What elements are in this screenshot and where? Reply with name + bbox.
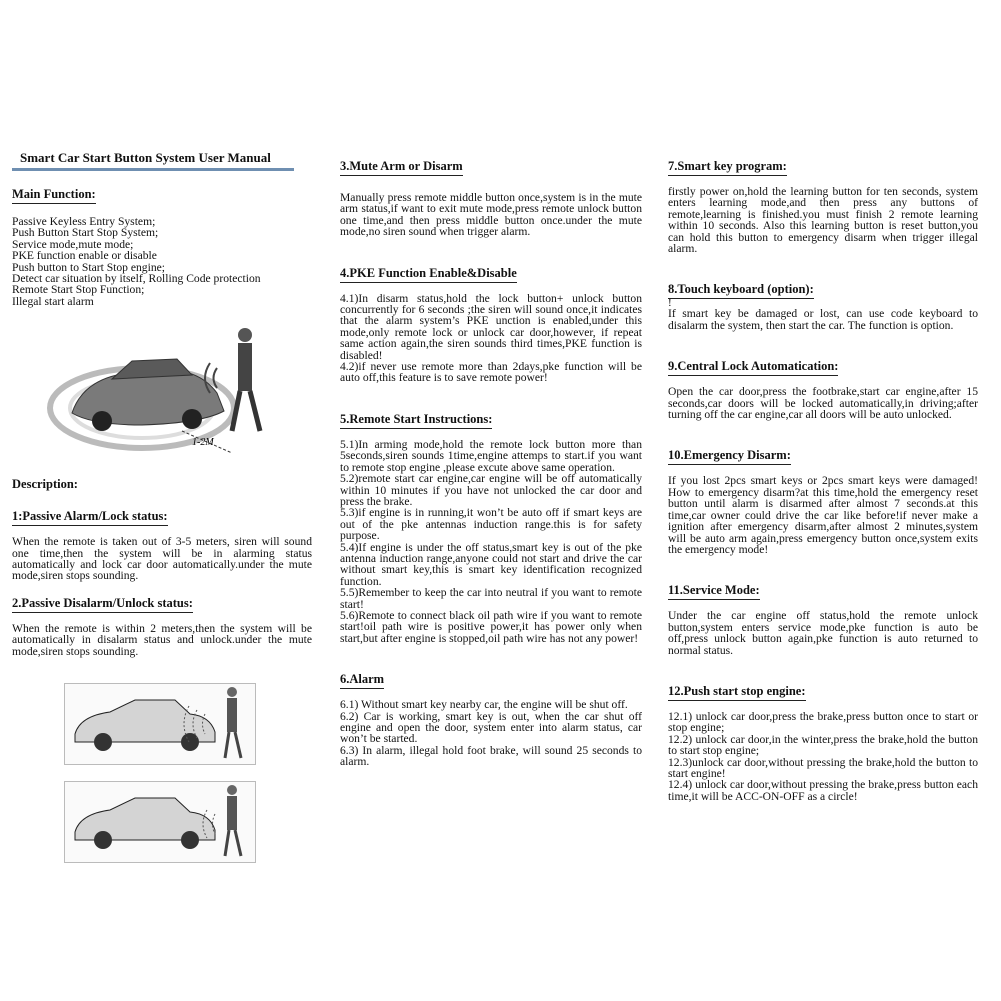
main-function-heading: Main Function: bbox=[12, 187, 96, 204]
section-7-body: firstly power on,hold the learning button for ten seconds, system enters learning mode,and then press any buttons of remote,learning is finished.you must finish 2 remote learning within 10 seconds. Also this learning button is reset button,you can hold this button to emergency disarm when trigger illegal alarm. bbox=[668, 185, 978, 256]
section-5-heading: 5.Remote Start Instructions: bbox=[340, 412, 492, 429]
section-7-heading: 7.Smart key program: bbox=[668, 159, 787, 176]
main-function-item: Remote Start Stop Function; bbox=[12, 283, 145, 297]
section-4-p2: 4.2)if never use remote more than 2days,pke function will be auto off,this feature is to save remote power! bbox=[340, 360, 642, 385]
main-function-item: Detect car situation by itself, Rolling Code protection bbox=[12, 272, 261, 286]
section-8-body: If smart key be damaged or lost, can use code keyboard to disalarm the system, then start the car. The function is option. bbox=[668, 307, 978, 332]
section-4-p1: 4.1)In disarm status,hold the lock button+ unlock button concurrently for 6 seconds ;the siren will sound once,it indicates that the alarm system’s PKE unction is enabled,under this mode,only remote lock or unlock car door,however, if repeat same action again,the siren sounds third times,PKE function is disabled! bbox=[340, 291, 642, 362]
column-1 bbox=[12, 150, 312, 863]
main-function-item: Service mode,mute mode; bbox=[12, 237, 134, 251]
car-lock-illustration bbox=[64, 683, 256, 765]
column-2 bbox=[340, 157, 642, 768]
range-label: 1-2M bbox=[192, 437, 214, 449]
main-function-item: Illegal start alarm bbox=[12, 294, 94, 308]
section-6-p3: 6.3) In alarm, illegal hold foot brake, will sound 25 seconds to alarm. bbox=[340, 743, 642, 769]
main-function-item: PKE function enable or disable bbox=[12, 249, 157, 263]
section-9-heading: 9.Central Lock Automatication: bbox=[668, 359, 838, 376]
car-unlock-illustration bbox=[64, 781, 256, 863]
section-4-heading: 4.PKE Function Enable&Disable bbox=[340, 266, 517, 283]
car-range-illustration bbox=[42, 313, 292, 463]
section-6-heading: 6.Alarm bbox=[340, 672, 384, 689]
section-12-p3: 12.3)unlock car door,without pressing the brake,hold the button to start engine! bbox=[668, 755, 978, 780]
section-2-heading: 2.Passive Disalarm/Unlock status: bbox=[12, 596, 193, 613]
section-12-p2: 12.2) unlock car door,in the winter,press the brake,hold the button to start stop engine; bbox=[668, 732, 978, 758]
section-3-body: Manually press remote middle button once,system is in the mute arm status,if want to exit mute mode,press remote unlock button one time,and then press middle button once.under the mute mode,no siren sound when trigger alarm. bbox=[340, 191, 642, 239]
section-8-heading: 8.Touch keyboard (option): bbox=[668, 282, 814, 299]
title-underline bbox=[12, 168, 294, 171]
section-5-p4: 5.4)If engine is under the off status,smart key is out of the pke antenna induction range,anyone could not start and drive the car without smart key,this is smart key identification recognized function. bbox=[340, 540, 642, 588]
section-5-p6: 5.6)Remote to connect black oil path wire if you want to remote start!oil path wire is positive power,it has power only when start,but after engine is stopped,oil path wire has not any power! bbox=[340, 608, 642, 645]
main-function-item: Passive Keyless Entry System; bbox=[12, 215, 156, 228]
section-1-heading: 1:Passive Alarm/Lock status: bbox=[12, 509, 168, 526]
section-10-heading: 10.Emergency Disarm: bbox=[668, 448, 791, 465]
page-title: Smart Car Start Button System User Manual bbox=[20, 150, 271, 165]
section-5-p1: 5.1)In arming mode,hold the remote lock button more than 5seconds,siren sounds 1time,engine attemps to start.if you want to remote stop engine ,please excute above same operation. bbox=[340, 437, 642, 474]
section-5-p5: 5.5)Remember to keep the car into neutral if you want to remote start! bbox=[340, 586, 642, 611]
main-function-item: Push Button Start Stop System; bbox=[12, 226, 159, 240]
main-function-item: Push button to Start Stop engine; bbox=[12, 260, 165, 274]
section-5-p2: 5.2)remote start car engine,car engine will be off automatically within 10 minutes if you have not unlocked the car door and press the brake. bbox=[340, 472, 642, 508]
section-10-body: If you lost 2pcs smart keys or 2pcs smart keys were damaged! How to emergency disarm?at this time,hold the emergency reset button until alarm is disarmed after almost 7 seconds.at this time,car owner could drive the car like before!if never make a ignition after emergency disarm,after almost 2 minutes,system will be auto arm again,press emergency button once,system exits the emergency mode! bbox=[668, 474, 978, 556]
section-11-body: Under the car engine off status,hold the remote unlock button,system enters service mode,pke function is auto be off,press unlock button again,pke function is auto returned to normal status. bbox=[668, 609, 978, 657]
section-11-heading: 11.Service Mode: bbox=[668, 583, 760, 600]
section-6-p2: 6.2) Car is working, smart key is out, when the car shut off engine and open the door, system enter into alarm status, car won’t be started. bbox=[340, 709, 642, 746]
section-2-body: When the remote is within 2 meters,then the system will be automatically in disalarm status and unlock.under the mute mode,siren stops sounding. bbox=[12, 621, 312, 658]
section-5-p3: 5.3)if engine is in running,it won’t be auto off if smart keys are out of the pke antennas induction range.this is for safety purpose. bbox=[340, 506, 642, 543]
section-6-p1: 6.1) Without smart key nearby car, the engine will be shut off. bbox=[340, 698, 628, 712]
section-12-heading: 12.Push start stop engine: bbox=[668, 684, 806, 701]
section-3-heading: 3.Mute Arm or Disarm bbox=[340, 159, 463, 176]
column-3 bbox=[668, 157, 978, 802]
section-8-mark: ! bbox=[668, 297, 672, 310]
section-9-body: Open the car door,press the footbrake,start car engine,after 15 seconds,car doors will be locked automatically,in driving;after turning off the car engine,car all doors will be auto unlocked. bbox=[668, 385, 978, 422]
section-1-body: When the remote is taken out of 3-5 meters, siren will sound one time,then the system will be in alarming status automatically and lock car door automatically.under the mute mode,siren stops sounding. bbox=[12, 535, 312, 583]
section-12-p4: 12.4) unlock car door,without pressing the brake,press button each time,it will be ACC-ON-OFF as a circle! bbox=[668, 778, 978, 803]
main-function-list bbox=[12, 216, 312, 307]
section-12-p1: 12.1) unlock car door,press the brake,press button once to start or stop engine; bbox=[668, 709, 978, 735]
description-heading: Description: bbox=[12, 477, 78, 492]
